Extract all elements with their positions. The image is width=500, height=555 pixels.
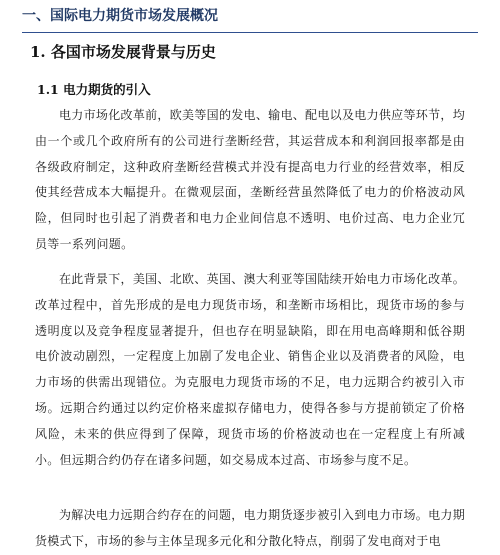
subsection-title: 1. 各国市场发展背景与历史 [30, 43, 216, 61]
paragraph-2: 在此背景下，美国、北欧、英国、澳大利亚等国陆续开始电力市场化改革。改革过程中，首先形成的是电力现货市场，和垄断市场相比，现货市场的参与透明度以及竞争程度显著提升，但也存在明显缺陷，即在用电高峰期和低谷期电价波动剧烈，一定程度上加剧了发电企业、销售企业以及消费者的风险，电力市场的供需出现错位。为克服电力现货市场的不足，电力远期合约被引入市场。远期合约通过以约定价格来虚拟存储电力，使得各参与方提前锁定了价格风险，未来的供应得到了保障，现货市场的价格波动也在一定程度上有所减小。但远期合约仍存在诸多问题，如交易成本过高、市场参与度不足。 [35, 272, 465, 467]
subsubsection-title: 1.1 电力期货的引入 [37, 82, 151, 97]
paragraph-1: 电力市场化改革前，欧美等国的发电、输电、配电以及电力供应等环节，均由一个或几个政府所有的公司进行垄断经营，其运营成本和利润回报率都是由各级政府制定，这种政府垄断经营模式并没有提高电力行业的经营效率，相反使其经营成本大幅提升。在微观层面，垄断经营虽然降低了电力的价格波动风险，但同时也引起了消费者和电力企业间信息不透明、电价过高、电力企业冗员等一系列问题。 [35, 108, 465, 251]
paragraph-3: 为解决电力远期合约存在的问题，电力期货逐步被引入到电力市场。电力期货模式下，市场的参与主体呈现多元化和分散化特点，削弱了发电商对于电 [35, 508, 465, 548]
section-title: 一、国际电力期货市场发展概况 [22, 8, 218, 24]
section-divider [22, 32, 478, 33]
